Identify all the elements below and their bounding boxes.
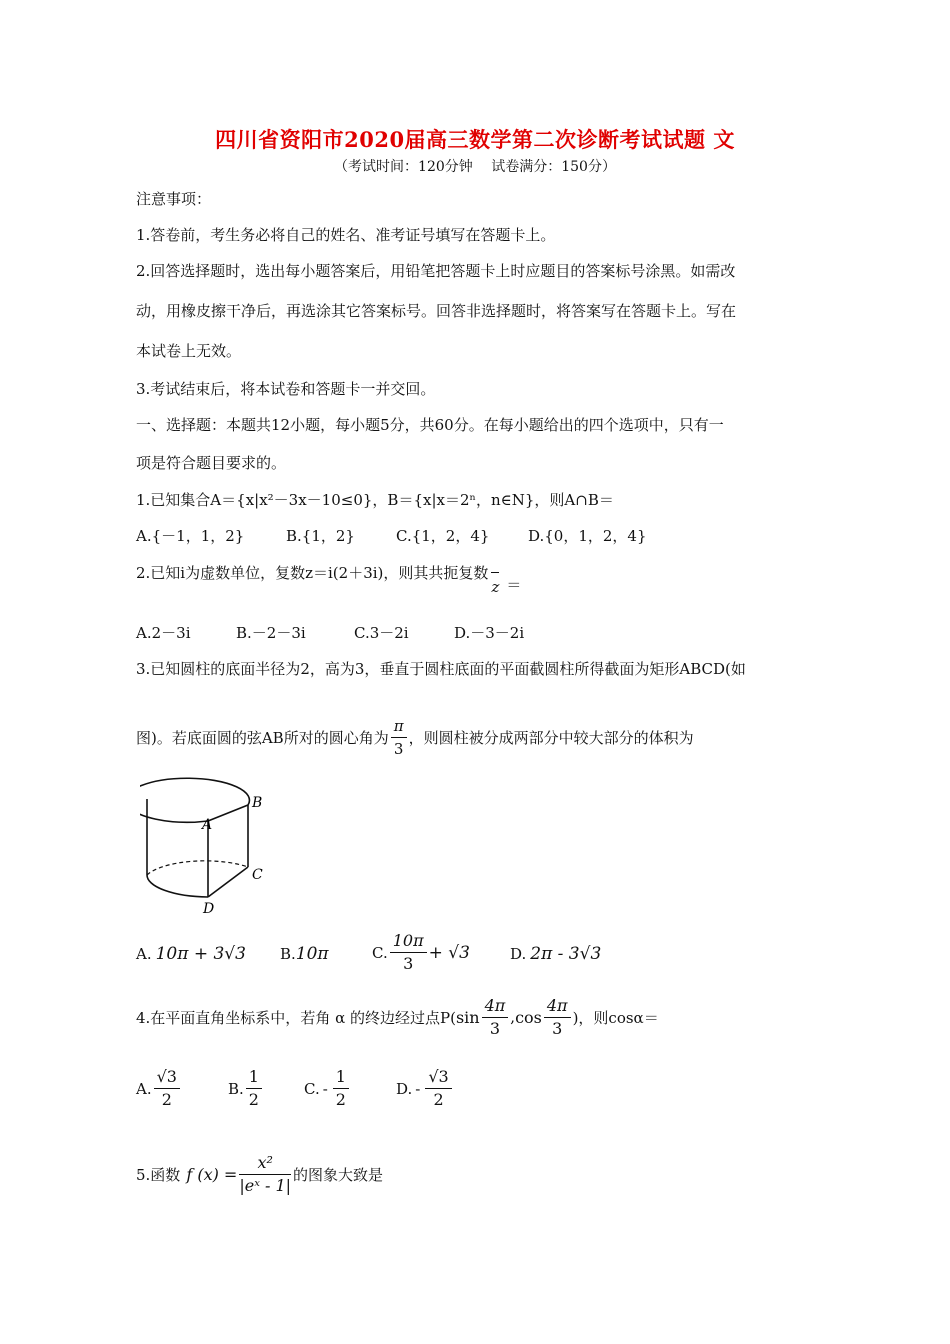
q3-stem-text-2: ，则圆柱被分成两部分中较大部分的体积为 bbox=[408, 728, 694, 747]
notice-line: 2.回答选择题时，选出每小题答案后，用铅笔把答题卡上时应题目的答案标号涂黑。如需改 bbox=[136, 262, 736, 280]
q3-angle-fraction: $\frac{\pi}{3}$ bbox=[391, 715, 407, 760]
label-c: C bbox=[252, 867, 263, 883]
question-1-stem: 1.已知集合A＝{x|x²－3x－10≤0}，B＝{x|x＝2ⁿ，n∈N}，则A∩B＝ bbox=[136, 491, 614, 509]
q1-option-d: D.{0，1，2，4} bbox=[528, 527, 647, 545]
q2-stem-text: 2.已知i为虚数单位，复数z＝i(2＋3i)，则其共扼复数 bbox=[136, 564, 489, 582]
question-2-stem bbox=[136, 562, 522, 596]
q3-option-d: D. 2π - 3√3 bbox=[510, 944, 602, 964]
notice-line: 1.答卷前，考生务必将自己的姓名、准考证号填写在答题卡上。 bbox=[136, 226, 556, 244]
question-4-stem: 4.在平面直角坐标系中，若角 α 的终边经过点P( sin $\frac{4\pi}{3}$ , cos $\frac{4\pi}{3}$ )，则cosα＝ bbox=[136, 995, 659, 1038]
q2-conjugate-z: z bbox=[488, 578, 502, 596]
page-title: 四川省资阳市2020届高三数学第二次诊断考试试题 文 bbox=[215, 127, 735, 152]
q3-stem-text: 图)。若底面圆的弦AB所对的圆心角为 bbox=[136, 728, 389, 747]
q2-option-b: B.－2－3i bbox=[236, 624, 306, 642]
notice-line: 动，用橡皮擦干净后，再选涂其它答案标号。回答非选择题时，将答案写在答题卡上。写在 bbox=[136, 302, 737, 320]
q4-option-d: D. - $\frac{√3}{2}$ bbox=[396, 1066, 454, 1111]
exam-info: （考试时间：120分钟 试卷满分：150分） bbox=[334, 159, 616, 175]
q2-option-c: C.3－2i bbox=[354, 624, 409, 642]
q2-option-d: D.－3－2i bbox=[454, 624, 525, 642]
q3-option-b: B.10π bbox=[280, 944, 329, 964]
q4-option-b: B. $\frac{1}{2}$ bbox=[228, 1066, 264, 1111]
q3-option-c: C. $\frac{10\pi}{3}$ + √3 bbox=[372, 931, 470, 973]
label-d: D bbox=[203, 901, 215, 915]
q2-equals: ＝ bbox=[506, 576, 522, 594]
question-5-stem: 5.函数 f (x) = $\frac{\text{x²}}{\text{|eˣ - 1|}}$ 的图象大致是 bbox=[136, 1152, 384, 1195]
q2-option-a: A.2－3i bbox=[136, 624, 191, 642]
label-a: A bbox=[202, 817, 213, 833]
q1-option-a: A.{－1，1，2} bbox=[136, 527, 245, 545]
question-3-stem: 3.已知圆柱的底面半径为2，高为3，垂直于圆柱底面的平面截圆柱所得截面为矩形ABCD(如 bbox=[136, 660, 746, 678]
question-3-stem-2 bbox=[136, 712, 694, 762]
section-heading: 一、选择题：本题共12小题，每小题5分，共60分。在每小题给出的四个选项中，只有一 bbox=[136, 416, 724, 434]
notice-line: 本试卷上无效。 bbox=[136, 342, 242, 360]
notice-line: 3.考试结束后，将本试卷和答题卡一并交回。 bbox=[136, 380, 436, 398]
q3-option-a: A. 10π + 3√3 bbox=[136, 944, 246, 964]
label-b: B bbox=[252, 795, 263, 811]
cylinder-figure bbox=[140, 775, 270, 915]
q1-option-b: B.{1，2} bbox=[286, 527, 355, 545]
section-heading: 项是符合题目要求的。 bbox=[136, 454, 287, 472]
q1-option-c: C.{1，2，4} bbox=[396, 527, 490, 545]
q4-option-c: C. - $\frac{1}{2}$ bbox=[304, 1066, 351, 1111]
q4-option-a: A. $\frac{√3}{2}$ bbox=[136, 1066, 182, 1111]
notice-heading: 注意事项： bbox=[136, 190, 212, 208]
